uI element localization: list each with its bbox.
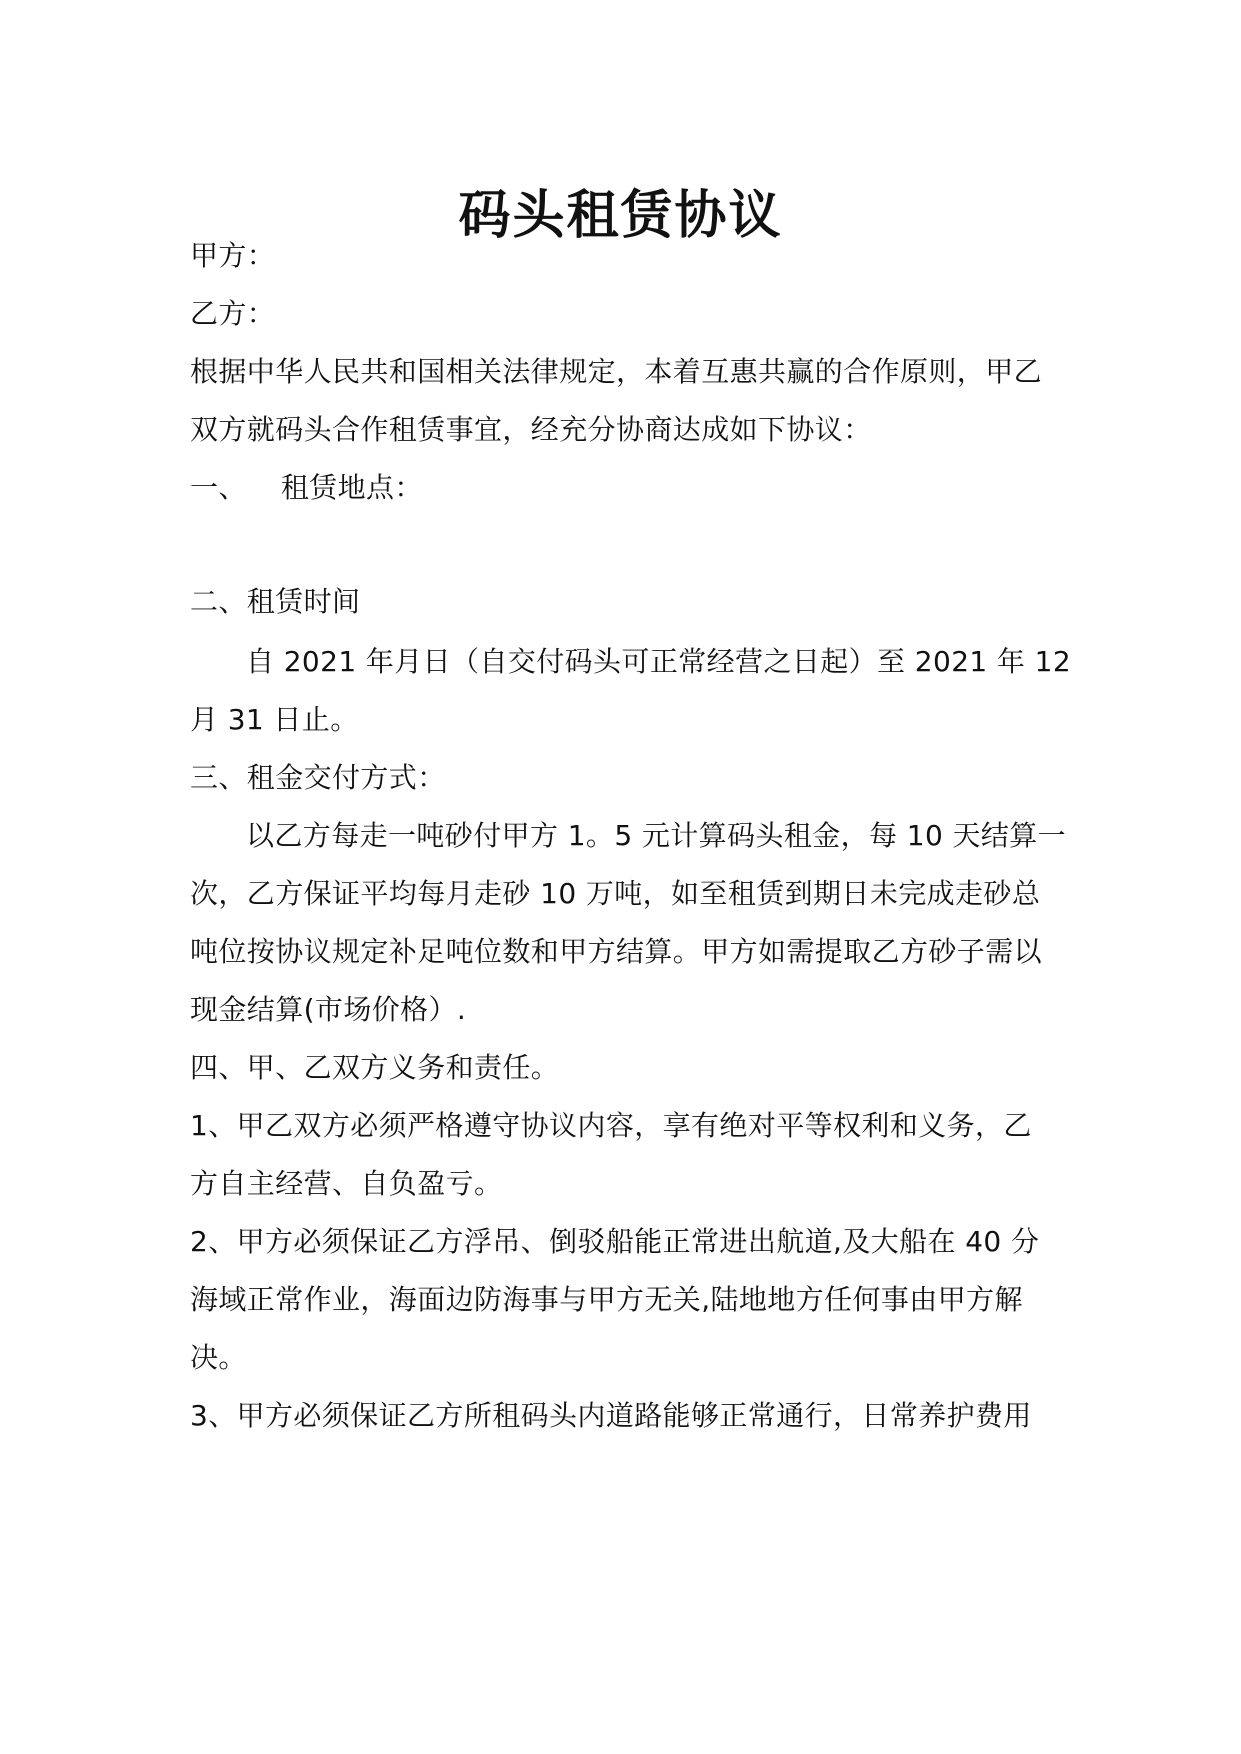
clause-2-line-2: 海域正常作业，海面边防海事与甲方无关,陆地地方任何事由甲方解	[190, 1283, 1023, 1316]
clause-1-line-1: 1、甲乙双方必须严格遵守协议内容，享有绝对平等权利和义务，乙	[190, 1109, 1032, 1142]
section-3-line-4: 现金结算(市场价格）.	[190, 993, 467, 1026]
preamble-line-2: 双方就码头合作租赁事宜，经充分协商达成如下协议：	[190, 413, 872, 446]
preamble-line-1: 根据中华人民共和国相关法律规定，本着互惠共赢的合作原则，甲乙	[190, 355, 1043, 388]
document-title: 码头租赁协议	[458, 186, 783, 246]
section-2-line-2: 月 31 日止。	[190, 703, 359, 736]
section-2-line-1: 自 2021 年月日（自交付码头可正常经营之日起）至 2021 年 12	[246, 645, 1072, 678]
party-a-label: 甲方：	[190, 239, 276, 272]
section-1-title: 租赁地点：	[280, 471, 423, 504]
party-b-label: 乙方：	[190, 297, 276, 330]
clause-1-line-2: 方自主经营、自负盈亏。	[190, 1167, 503, 1200]
clause-3-line-1: 3、甲方必须保证乙方所租码头内道路能够正常通行，日常养护费用	[190, 1399, 1032, 1432]
section-3-line-1: 以乙方每走一吨砂付甲方 1。5 元计算码头租金，每 10 天结算一	[246, 819, 1067, 852]
clause-2-line-1: 2、甲方必须保证乙方浮吊、倒驳船能正常进出航道,及大船在 40 分	[190, 1225, 1040, 1258]
section-4-heading: 四、甲、乙双方义务和责任。	[190, 1051, 560, 1084]
section-1-number: 一、	[190, 471, 247, 504]
section-2-heading: 二、租赁时间	[190, 585, 361, 618]
section-3-heading: 三、租金交付方式：	[190, 761, 446, 794]
section-3-line-2: 次，乙方保证平均每月走砂 10 万吨，如至租赁到期日未完成走砂总	[190, 877, 1041, 910]
section-3-line-3: 吨位按协议规定补足吨位数和甲方结算。甲方如需提取乙方砂子需以	[190, 935, 1043, 968]
section-1-heading	[190, 468, 1060, 508]
clause-2-line-3: 决。	[190, 1341, 247, 1374]
